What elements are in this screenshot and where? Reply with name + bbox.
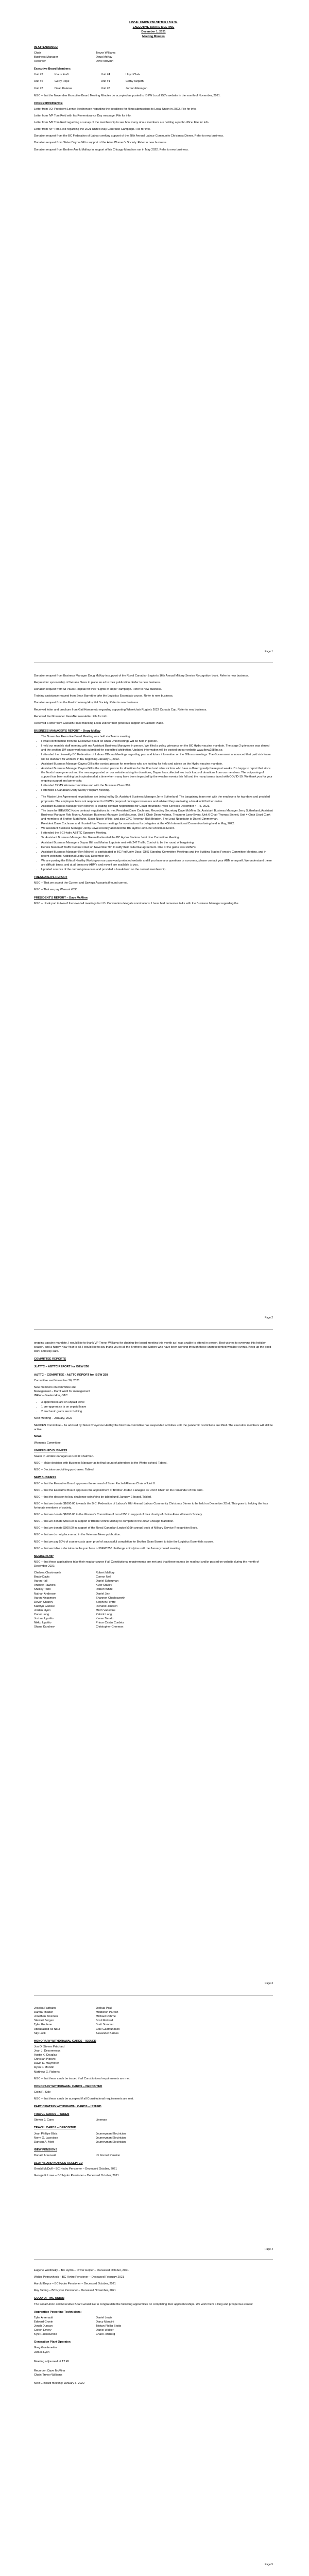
correspondence-item: Donation request from the East Kootenay Hospital Society. Refer to new business. — [34, 701, 139, 705]
participating-heading: PARTICIPATING WITHDRAWAL CARDS – ISSUED — [34, 2105, 101, 2109]
header-union: LOCAL UNION 258 OF THE I.B.E.W. — [129, 21, 178, 24]
list-item: • 3 apprentices are on unpaid leave — [41, 1400, 273, 1404]
committee-next: Next Meeting – January, 2022 — [34, 1417, 73, 1420]
list-item: Eugene Wodlinsky – BC Hydro – Driver Helper – Deceased October, 2021 — [34, 2269, 129, 2272]
new-business-motion: MSC – that we donate $500.00 in support of Brother Amrik Malhay to compete in the 2022 Chicago Marathon. — [34, 1520, 174, 1523]
list-item: Harold Boyce – BC Hydro Pensioner – Deceased October, 2021 — [34, 2282, 116, 2286]
president-heading: PRESIDENT'S REPORT – Dave McMinn — [34, 896, 88, 900]
officer-row: Recorder Dave McMinn — [34, 60, 114, 63]
list-item: Steven J. Cann Lineman — [34, 2119, 107, 2122]
list-item: Greg Goetteneiter — [34, 2346, 57, 2350]
header-date: December 1, 2021 — [141, 30, 166, 33]
honorary-issued-heading: HONORARY WITHDRAWAL CARDS – ISSUED — [34, 2039, 96, 2043]
eb-row: Unit #7 Klaus Kraft Unit #4 Lloyd Clark — [34, 73, 140, 77]
list-item: • I attended the BC Hydro ABTTC Sponsors Meeting. — [41, 831, 273, 835]
new-business-motion: MSC – that the decision to buy challenge coins/pins be tabled until January E-board. Tabled. — [34, 1495, 152, 1499]
chair-signature: Chair: Trevor Williams — [34, 2373, 62, 2377]
recorder-signature: Recorder: Dave McMinn — [34, 2369, 65, 2372]
honorary-issued-motion: MSC – that these cards be issued if all Constitutional requirements are met. — [34, 2077, 131, 2080]
correspondence-item: Received a letter from Calouch Place thanking Local 258 for their generous support of Calouch Place. — [34, 721, 164, 725]
correspondence-item: Received the November NewsNet newsletter. File for info. — [34, 715, 108, 718]
committee-heading: COMMITTEE REPORTS — [34, 1358, 66, 1361]
list-item: • We Assistant Business Manager Jenny Lowe recently attended the BC Hydro Fort Line Christmas Event. — [41, 826, 273, 831]
list-item: • Assistant Business Manager Dayna Gill is the contact person for members who are looking for help and advice on the Hydro vaccine mandate. — [41, 762, 273, 766]
header-meeting: EXECUTIVE BOARD MEETING — [132, 25, 175, 29]
new-business-motion: MSC – that we donate $1000.00 to the Women's Committee of Local 258 in support of their charity of choice Alma Women's Society. — [34, 1513, 203, 1517]
powerline-heading: Apprentice Powerline Technicians: — [34, 2310, 82, 2314]
correspondence-item: Received letter and brochure from Gail Hamamoto regarding supporting Wheelchair Rugby's 2022 Canada Cup. Refer to new business. — [34, 708, 207, 711]
page-1 — [0, 0, 309, 665]
travel-taken-heading: TRAVEL CARDS – TAKEN — [34, 2113, 70, 2116]
president-report: ongoing vaccine mandate. I would like to thank VP Trevor Williams for chairing the board meeting this month as I was unable to attend in person. Best wishes to everyone this holiday season, and a happy New Year to all. I would like to say thank you to all the Brothers and Sisters who have been working through these unprecedented weather events. Keep up the good work and stay safe. — [34, 1342, 271, 1353]
correspondence-item: Donation request from Sister Dayna Gill in support of the Alma Women's Society. Refer to new business. — [34, 141, 167, 145]
list-item: Jean J. Desormeaux — [34, 2049, 61, 2053]
list-item: Christian Pipovic — [34, 2058, 56, 2061]
membership-list: Jessica Fairbairn Joshua Paul Dantra Thaden Middleton Parrish Jonathan Kinsmen Michael Rahme Stewart Bergen Scott Rickard Tyler Goulene Brett Sommer Abdulrashid Ali Nour Cole Gadmundson Sky Lock Alexander Barnes — [34, 2007, 120, 2035]
bm-report-heading: BUSINESS MANAGER'S REPORT – Doug McKay — [34, 729, 101, 733]
honorary-deposited-heading: HONORARY WITHDRAWAL CARDS – DEPOSITED — [34, 2084, 102, 2088]
list-item: • Assistant Business Manager Dayna Gill is the contact person for donations for the flood and other victims who have suffered greatly these past weeks. I'm happy to report that since the floods have gone out and the message posted on our website asking for donations, Dayna has collected two truck loads of donations from our members. The outpouring of support has been nothing but inspirational at a time when many have been impacted by the weather events this fall and the many issues faced with COVID-19. We thank you for your ongoing support and generosity. — [41, 767, 273, 783]
page-divider — [34, 1329, 273, 1330]
membership-motion: MSC – that these applications take their regular course if all Constitutional requirements are met and that these names be read out and/or posted on website during the month of December 2021: — [34, 1560, 259, 1568]
good-of-union-heading: GOOD OF THE UNION — [34, 2297, 64, 2300]
list-item: • The Master Line Agreement negotiations are being led by Sr. Assistant Business Manager Jerry Sutherland. The bargaining team met with the employers for two days and provided proposals. The employers have not responded to IBEW's proposal on wages increases and advised they are taking a break until further notice. — [41, 795, 273, 803]
list-item: Colin R. Stile — [34, 2090, 51, 2094]
president-report: MSC – I took part in two of the townhall meetings for I.O. Convention delegate nominations. I have had numerous talks with the Business Manager regarding the — [34, 902, 238, 905]
abttc-heading: JLATTC – ABTTC REPORT for IBEW 258 — [34, 1365, 89, 1369]
page-2 — [0, 665, 309, 1332]
list-item: Roy Tarling – BC Hydro Pensioner – Deceased November, 2021 — [34, 2289, 116, 2293]
treasurer-motion: MSC – That we accept the Current and Savings Accounts if found correct. — [34, 882, 128, 885]
treasurer-heading: TREASURER'S REPORT — [34, 876, 67, 879]
correspondence-item: Letter from IVP Tom Reid with his Remembrance Day message. File for info. — [34, 114, 132, 117]
committee-management: Management – Darol Woitt for management — [34, 1389, 90, 1393]
page-3 — [0, 1332, 309, 1996]
list-item: Donald Arsenault IO Normal Pension — [34, 2154, 121, 2157]
list-item: James Lyon — [34, 2350, 49, 2354]
header-minutes: Meeting Minutes — [142, 35, 165, 38]
new-business-motion: MSC – that the Executive Board approves the appointment of Brother Jordan Flanagan as Unit 8 Chair for the remainder of this term. — [34, 1488, 203, 1492]
honorary-deposited-motion: MSC – that these cards be accepted if all Constitutional requirements are met. — [34, 2097, 134, 2100]
list-item: Jean Phillipe Blais Journeyman Electrician — [34, 2132, 126, 2136]
bm-report-list — [34, 735, 273, 792]
new-business-motion: MSC – that we pay 50% of course costs upon proof of successful completion for Brother Sean Barrett to take the Logistics Essentials course. — [34, 1540, 214, 1544]
page-number: Page 4 — [265, 2248, 273, 2251]
womens-committee: Women's Committee — [34, 1441, 61, 1445]
unfinished-item: MSC – Decision on clothing purchases. Tabled. — [34, 1468, 95, 1472]
list-item: • Updated sources of the current grievances and provided a breakdown on the current membership. — [41, 868, 273, 872]
attendance-heading: IN ATTENDANCE: — [34, 45, 58, 49]
minutes-motion: MSC – that the November Executive Board Meeting Minutes be accepted as posted to IBEW Local 258's website in the month of November, 2021. — [34, 94, 221, 97]
correspondence-item: Letter from IVP Tom Reid regarding a survey of the membership to see how many of our members are holding a public office. File for info. — [34, 121, 210, 125]
correspondence-item: Donation request from St Paul's Hospital for their "Lights of Hope" campaign. Refer to new business. — [34, 688, 162, 691]
next-meeting: Next E Board meeting: January 5, 2022 — [34, 2381, 84, 2385]
treasurer-motion: MSC – That we pay Warrant #833 — [34, 888, 78, 892]
committee-ibew: IBEW – Gaelen Hon, OTC — [34, 1394, 68, 1397]
signatures — [34, 2369, 273, 2377]
nexcen-report: NEXCEN Committee – As advised by Sister Cheyenne Hartley the NexCen committee has suspended activities until the pandemic restrictions are lifted. The executive members will still be active. — [34, 1423, 273, 1431]
apprentice-status-list — [34, 1400, 273, 1414]
committee-date: Committee met November 26, 2021. — [34, 1379, 81, 1382]
list-item: • Sr. Assistant Business Manager Jim Greenall attended the BC Hydro Stations Joint Line Committee Meeting. — [41, 836, 273, 840]
page-divider — [34, 1995, 273, 1996]
list-item: • I attended TRMS Women committee and with the Business Class 301. — [41, 784, 273, 788]
unfinished-item: Swear in Jordan Flanagan as Unit 8 Chairman. — [34, 1455, 94, 1459]
correspondence-item: Donation request from Brother Amrik Malhay in support of his Chicago Marathon run in May 2022. Refer to new business. — [34, 148, 189, 151]
plant-operator-heading: Generation Plant Operator: — [34, 2341, 71, 2344]
attc-heading: A&TTC – COMMITTEE - A&TTC REPORT for IBEW 258 — [34, 1373, 108, 1377]
eb-heading: Executive Board Members: — [34, 67, 71, 71]
list-item: • The November Executive Board Meeting was held via Teams meeting. — [41, 735, 273, 739]
officer-row: Business Manager Doug McKay — [34, 55, 113, 59]
new-business-motion: MSC – that we table a decision on the purchase of IBEW 258 challenge coins/pins until the January board meeting. — [34, 1547, 181, 1550]
correspondence-heading: CORRESPONDENCE — [34, 101, 63, 105]
page-number: Page 3 — [265, 1982, 273, 1985]
page-number: Page 2 — [265, 1316, 273, 1319]
list-item: • I attended the bi-weekly BC Federation of Labour Officers Meetings regarding past and future information on the Officers meetings. The Government announced that paid sick leave will be standard for workers in BC beginning January 1, 2022. — [41, 753, 273, 761]
list-item: • I held our monthly staff meeting with my Assistant Business Managers in person. We filled a policy grievance on the BC Hydro vaccine mandate. The stage 2 grievance was denied and the section 104 paperwork was submitted for expedited arbitration. Updated information will be posted on our website www.ibew258.bc.ca — [41, 744, 273, 752]
list-item: • President Dave Cochrane and I hosted four Teams meetings for nominations for delegates at the 40th International Convention being held in May, 2022. — [41, 822, 273, 826]
page-number: Page 5 — [265, 2563, 273, 2566]
bm-report-negotiations — [34, 795, 273, 872]
list-item: Duncan A. Mott Journeyman Electrician — [34, 2140, 126, 2144]
list-item: Gerald McDuff – BC Hydro Pensioner – Deceased October, 2021 — [34, 2167, 117, 2171]
membership-heading: MEMBERSHIP — [34, 1554, 54, 1558]
correspondence-item: Request for sponsorship of Vetrans News to place an ad in their publication. Refer to new business. — [34, 681, 161, 685]
news-label: News — [34, 1434, 42, 1438]
list-item: • 1 pre-apprentice is on unpaid leave — [41, 1405, 273, 1409]
list-item: Walter Petrovcheck – BC Hydro Pensioner – Deceased February 2021 — [34, 2276, 124, 2279]
eb-row: Unit #3 Dean Kolaras Unit #8 Jordan Flanagan — [34, 87, 147, 90]
list-item: • We are posting the Ethical Healthy Working on our password protected website and if you have any questions or concerns, please contact your ABM or myself. We understand these are difficult times, and at all times my ABM's and myself are available to you. — [41, 859, 273, 867]
correspondence-item: Training assistance request from Sean Barrett to take the Logistics Essentials course. Refer to new business. — [34, 694, 174, 698]
correspondence-item: Donation request from Business Manager Doug McKay in support of the Royal Canadian Legion's 16th Annual Military Service Recognition book. Refer to new business. — [34, 674, 249, 677]
new-business-motion: MSC – that we donate $1000.00 towards the B.C. Federation of Labour's 28th Annual Labour Community Christmas Dinner to be held on December 22nd. This goes to helping the less fortunate members of society. — [34, 1502, 268, 1510]
page-divider — [34, 662, 273, 663]
unfinished-item: MSC – Make decision with Business Manager as to final count of attendees to the Winter school. Tabled. — [34, 1462, 167, 1465]
membership-list: Chelsea Chartreweth Robert Mallory Brady Davis Connor Neil Aaron Hall Daniel Scheuman Andrew Hawkins Kyler Stakey Shelley Todd Robert White Nathan Anderson Daniel Jinn Aaron Kingsmore Shannon Charlesworth Devon Chaney Stephen Fentre Kathryn Ganske Richard Hendren Jordan Flynn Mitch Vanstone Conor Long Patrick Lang Joshua Ippolito Kevan Tonalo Nikko Ippolito Prince Cristin Cordeta Shane Kandrew Christopher Creemon — [34, 1571, 125, 1629]
committee-new-members: New members on committee are: — [34, 1385, 77, 1389]
list-item: George F. Lowe – BC Hydro Pensioner – Deceased October, 2021 — [34, 2174, 119, 2178]
new-business-motion: MSC – that the Executive Board approves the removal of Sister Rachel Allan as Chair of Unit 8. — [34, 1482, 156, 1485]
new-business-heading: NEW BUSINESS — [34, 1476, 57, 1480]
list-item: Jon O. Steven Pritchard — [34, 2045, 65, 2048]
correspondence-item: Letter from IVP Tom Reid regarding the 2021 United Way Centraide Campaign. File for info. — [34, 128, 151, 131]
list-item: Matthew G. Roberts — [34, 2070, 60, 2074]
officer-row: Chair Trevor Williams — [34, 51, 116, 55]
new-business-motion: MSC – that we do not place an ad in the Veterans News publication. — [34, 1533, 121, 1537]
correspondence-item: Letter from I.O. President Lonnie Stephenson regarding the deadlines for filing submissions to Local Union in 2022. File for info. — [34, 107, 197, 111]
page-4 — [0, 1996, 309, 2576]
list-item: Davin D. Mayrhofer — [34, 2062, 59, 2065]
deaths-heading: DEATHS AND NOTICES ACCEPTED — [34, 2162, 83, 2165]
list-item: • Assistant Business Managers Dayna Gill and Marina Lapointe met with 247 Traffic Control to be the round of bargaining. — [41, 841, 273, 845]
list-item: Norm G. Lacroisse Journeyman Electrician — [34, 2136, 126, 2140]
list-item: Ryan P. Mondin — [34, 2066, 55, 2070]
new-business-motion: MSC – that we donate $500.00 in support of the Royal Canadian Legion's16th annual book of Military Service Recognition Book. — [34, 1527, 198, 1530]
apprentice-list: Tyler Arsenault Daniel Lewis Edward Cronin Darcy Mancini Jonah Duncan Tristan Phillip Stotts Colton Emery Daniel Walker Kyle Hackenwood Chad Forsberg — [34, 2316, 122, 2336]
list-item: • Dennis Mason of Traffic Control voted on November 9th to ratify their collective agreement. One of the gains was RRSP's. — [41, 845, 273, 850]
list-item: • The team for IBEW/BC Hydro contract negotiations is: me, President Dave Cochrane, Recording Secretary Dave McMinn, Sr. Assistant Business Manager Jerry Sutherland, Assistant Business Manager Rob Munro, Assistant Business Manager Lori MacLean, Unit 3 Chair Dean Kolaras, Treasurer Larry Byers, Unit 6 Chair Thomas Sinnett, Unit 4 Chair Lloyd Clark and members of Brother Matt Kuhn, Sister Nicole Wilkie, and also CPC Foreman Rick Brigden. The Lead Negotiator is Darrell Zimmerman. — [41, 809, 273, 821]
list-item: Austin K. Douglas — [34, 2054, 57, 2057]
honorary-issued-list — [34, 2045, 273, 2074]
ibew-pensions-heading: IBEW PENSIONS — [34, 2148, 58, 2151]
list-item: • I attended a Canadian Utility Safety Program Meeting. — [41, 788, 273, 792]
list-item: • I await confirmation from the Executive Board on when Unit meetings will be held in person. — [41, 739, 273, 743]
page-divider — [34, 2259, 273, 2260]
list-item: • Assistant Business Manager Ken Mitchell is leading contract negotiations for Coast Mountain Hydro Services December 4 – 5, 2021. — [41, 804, 273, 808]
eb-row: Unit #2 Gerry Pope Unit #1 Cathy Tarpeth — [34, 80, 144, 83]
list-item: • 2 mechanic grads are in holding — [41, 1410, 273, 1414]
good-of-union-text: The Local Union and Executive Board would like to congratulate the following apprentices on completing their apprenticeships. We wish them a long and prosperous career: — [34, 2302, 253, 2306]
page-number: Page 1 — [265, 650, 273, 653]
correspondence-item: Donation request from the BC Federation of Labour seeking support of the 28th Annual Labour Community Christmas Dinner. Refer to new business. — [34, 134, 224, 138]
unfinished-heading: UNFINISHED BUSINESS — [34, 1449, 67, 1452]
travel-deposited-heading: TRAVEL CARDS – DEPOSITED — [34, 2126, 76, 2130]
adjourned: Meeting adjourned at 12:45 — [34, 2360, 70, 2363]
list-item: • Assistant Business Manager Ken Mitchell to participated in BC Fed Unity Days: OHS Standing Committee Meetings and the Building Trades Forestry Committee Meeting, and in recent webinars. Additional Lobby Day December 8th. — [41, 850, 273, 858]
